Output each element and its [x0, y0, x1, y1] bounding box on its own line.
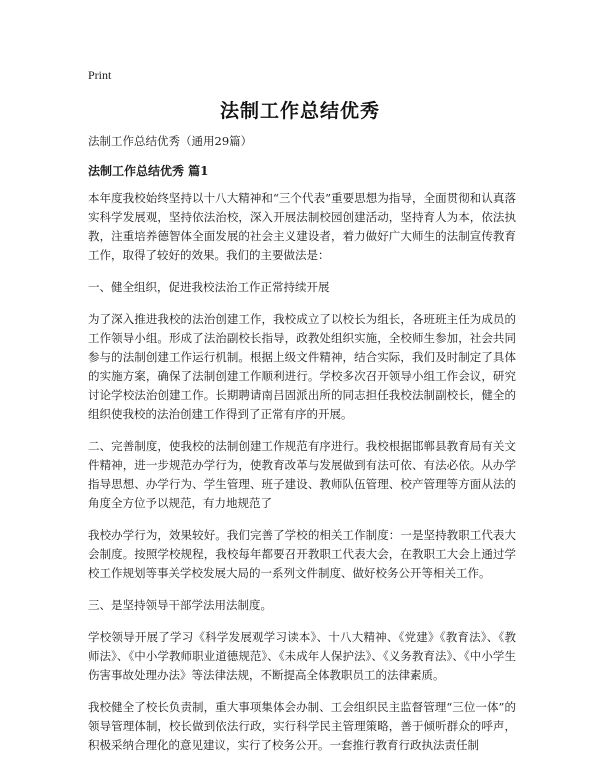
print-label[interactable]: Print	[88, 68, 112, 82]
paragraph-responsibility: 我校健全了校长负责制，重大事项集体会办制、工会组织民主监督管理“三位一体”的领导管理体制，校长做到依法行政，实行科学民主管理策略，善于倾听群众的呼声，积极采纳合理化的意见建议，实行了校务公开。一套推行教育行政执法责任制	[88, 700, 516, 752]
paragraph-heading-1: 一、健全组织，促进我校法治工作正常持续开展	[88, 280, 330, 294]
document-body	[88, 132, 516, 768]
paragraph-heading-3: 三、是坚持领导干部学法用法制度。	[88, 598, 272, 612]
section-heading: 法制工作总结优秀 篇1	[88, 164, 209, 178]
paragraph-system: 二、完善制度，使我校的法制创建工作规范有序进行。我校根据邯郸县教育局有关文件精神，进一步规范办学行为，使教育改革与发展做到有法可依、有法必依。从办学指导思想、办学行为、学生管理、班子建设、教师队伍管理、校产管理等方面从法的角度全方位予以规范，有力地规范了	[88, 439, 516, 510]
paragraph-congress: 我校办学行为，效果较好。我们完善了学校的相关工作制度：一是坚持教职工代表大会制度。按照学校规程，我校每年都要召开教职工代表大会，在教职工大会上通过学校工作规划等事关学校发展大局的一系列文件制度、做好校务公开等相关工作。	[88, 528, 516, 580]
paragraph-study: 学校领导开展了学习《科学发展观学习读本》、十八大精神、《党建》《教育法》、《教师法》、《中小学教师职业道德规范》、《未成年人保护法》、《义务教育法》、《中小学生伤害事故处理办法》等法律法规，不断提高全体教职员工的法律素质。	[88, 630, 516, 682]
document-subtitle: 法制工作总结优秀（通用29篇）	[88, 134, 253, 148]
page-title: 法制工作总结优秀	[219, 100, 380, 122]
paragraph-organization: 为了深入推进我校的法治创建工作，我校成立了以校长为组长，各班班主任为成员的工作领导小组。形成了法治副校长指导，政教处组织实施，全校师生参加，社会共同参与的法制创建工作运行机制。根据上级文件精神，结合实际，我们及时制定了具体的实施方案，确保了法制创建工作顺利进行。学校多次召开领导小组工作会议，研究讨论学校法治创建工作。长期聘请南吕固派出所的同志担任我校法制副校长，健全的组织使我校的法治创建工作得到了正常有序的开展。	[88, 312, 516, 421]
paragraph-intro: 本年度我校始终坚持以十八大精神和“三个代表”重要思想为指导，全面贯彻和认真落实科学发展观，坚持依法治校，深入开展法制校园创建活动，坚持育人为本，依法执教，注重培养德智体全面发展的社会主义建设者，着力做好广大师生的法制宣传教育工作，取得了较好的效果。我们的主要做法是：	[88, 191, 516, 262]
